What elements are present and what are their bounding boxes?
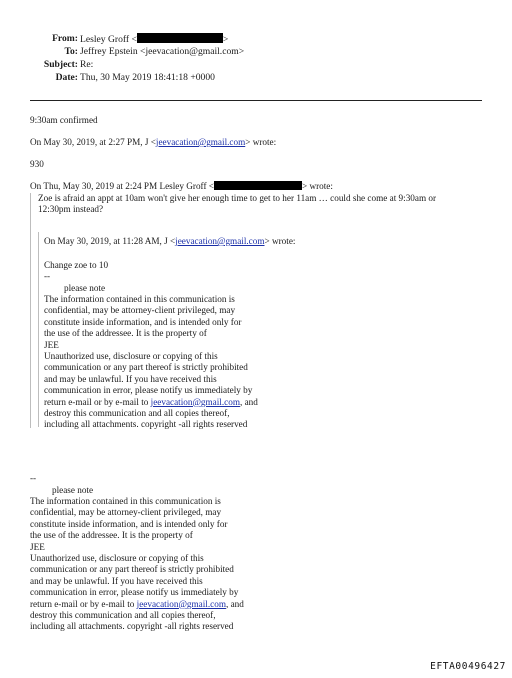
disclaimer-line: The information contained in this communication is — [44, 294, 235, 304]
attribution-text: > wrote: — [264, 236, 296, 246]
disclaimer-line: including all attachments. copyright -all rights reserved — [44, 419, 248, 430]
disclaimer-line: Unauthorized use, disclosure or copying of this — [30, 553, 204, 563]
redaction-bar — [214, 181, 302, 190]
bates-number: EFTA00496427 — [430, 661, 506, 672]
disclaimer-line: destroy this communication and all copies thereof, — [44, 408, 230, 418]
disclaimer-line: constitute inside information, and is intended only for — [30, 518, 228, 529]
disclaimer-line: communication or any part thereof is strictly prohibited — [44, 362, 248, 373]
disclaimer-line: The information contained in this communication is — [30, 496, 221, 506]
redaction-bar — [137, 33, 223, 43]
quote-text: 930 — [30, 159, 44, 169]
disclaimer-line: Unauthorized use, disclosure or copying of this — [44, 351, 218, 361]
email-link[interactable]: jeevacation@gmail.com — [155, 137, 246, 147]
subject-label: Subject: — [43, 59, 78, 70]
email-header — [0, 33, 512, 83]
disclaimer-line: communication in error, please notify us immediately by — [30, 587, 239, 598]
signature-separator: -- — [30, 473, 37, 483]
disclaimer-line: communication in error, please notify us immediately by — [44, 385, 253, 396]
quote-attribution — [44, 236, 295, 247]
to-label: To: — [64, 46, 78, 57]
signature-separator: -- — [44, 271, 51, 281]
disclaimer-line: including all attachments. copyright -all rights reserved — [30, 621, 234, 632]
date-value: Thu, 30 May 2019 18:41:18 +0000 — [80, 72, 215, 83]
email-link[interactable]: jeevacation@gmail.com — [136, 598, 226, 609]
disclaimer-text: return e-mail or by e-mail to — [30, 598, 137, 609]
quote-attribution — [30, 181, 333, 192]
quote-attribution — [30, 137, 276, 148]
disclaimer-line: constitute inside information, and is intended only for — [44, 316, 242, 327]
header-divider — [30, 100, 482, 101]
email-link[interactable]: jeevacation@gmail.com — [175, 236, 265, 246]
disclaimer-line: and may be unlawful. If you have received this — [44, 373, 217, 384]
disclaimer-text: return e-mail or by e-mail to — [44, 396, 151, 407]
quote-border-nested — [38, 232, 39, 427]
quote-text: Zoe is afraid an appt at 10am won't give her enough time to get to her 11am … could she come at 9:30am or — [38, 193, 437, 203]
disclaimer-line: and may be unlawful. If you have received this — [30, 575, 203, 586]
attribution-text: On Thu, May 30, 2019 at 2:24 PM Lesley Groff < — [30, 181, 214, 191]
disclaimer-line: JEE — [44, 339, 59, 350]
disclaimer-line: JEE — [30, 541, 45, 552]
quote-text: 12:30pm instead? — [38, 204, 104, 214]
email-link[interactable]: jeevacation@gmail.com — [150, 396, 240, 407]
attribution-text: On May 30, 2019, at 2:27 PM, J < — [30, 137, 156, 147]
disclaimer-line: communication or any part thereof is strictly prohibited — [30, 564, 234, 575]
disclaimer-title: please note — [64, 283, 106, 293]
reply-text: 9:30am confirmed — [30, 115, 98, 125]
attribution-text: On May 30, 2019, at 11:28 AM, J < — [44, 236, 176, 246]
disclaimer-line: confidential, may be attorney-client privileged, may — [30, 507, 222, 518]
quote-border — [30, 193, 31, 428]
to-value: Jeffrey Epstein <jeevacation@gmail.com> — [80, 46, 245, 57]
from-value: Lesley Groff < — [80, 34, 137, 45]
disclaimer-title: please note — [52, 485, 94, 495]
from-label: From: — [52, 33, 78, 44]
disclaimer-line: confidential, may be attorney-client privileged, may — [44, 305, 236, 316]
disclaimer-line — [30, 599, 244, 610]
disclaimer-line: the use of the addressee. It is the property of — [44, 328, 207, 339]
quote-text: Change zoe to 10 — [44, 260, 109, 270]
disclaimer-line: destroy this communication and all copies thereof, — [30, 610, 216, 620]
subject-value: Re: — [80, 59, 94, 70]
from-bracket: > — [222, 34, 229, 45]
date-label: Date: — [55, 72, 78, 83]
disclaimer-text: , and — [225, 598, 244, 609]
attribution-text: > wrote: — [245, 137, 277, 147]
disclaimer-text: , and — [239, 396, 258, 407]
disclaimer-line: the use of the addressee. It is the property of — [30, 530, 193, 541]
attribution-text: > wrote: — [301, 181, 333, 191]
disclaimer-line — [44, 397, 258, 408]
